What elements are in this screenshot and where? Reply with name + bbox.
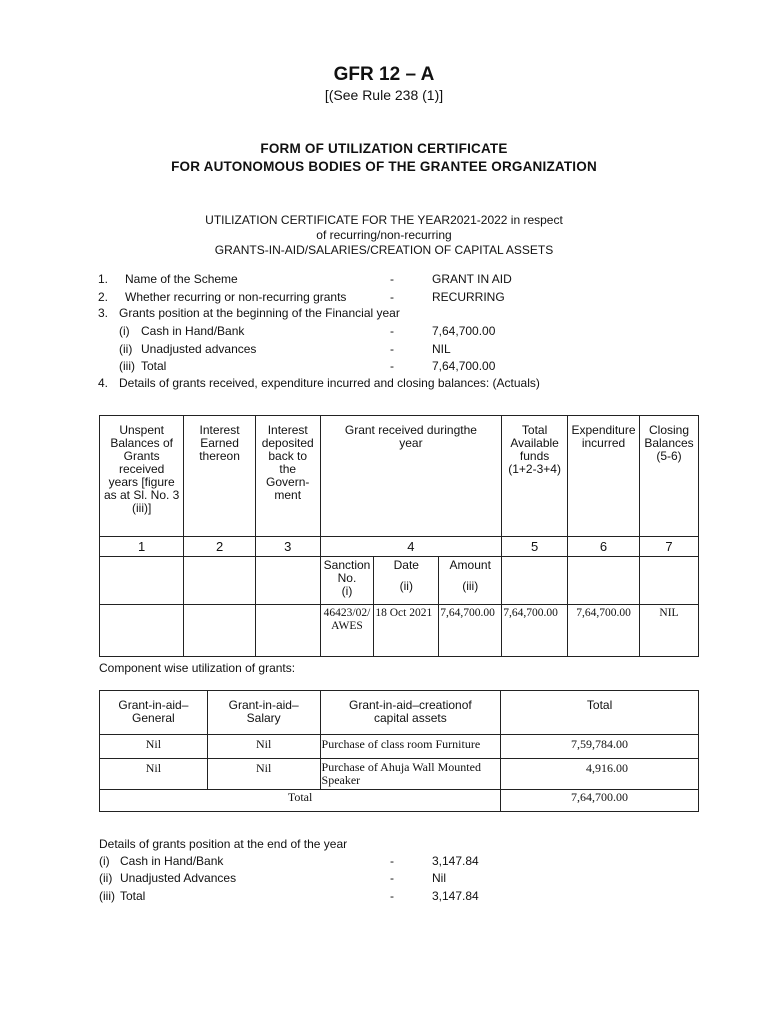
expenditure-value: 7,64,700.00 [568,605,640,657]
item3c-label: Total [141,359,167,373]
col-number-2: 2 [184,537,255,557]
uc-line3: GRANTS-IN-AID/SALARIES/CREATION OF CAPITAL ASSETS [214,243,554,257]
header-unspent-balances: Unspent Balances of Grants received years [figure as at Sl. No. 3 (iii)] [100,416,184,537]
amount-index: (iii) [462,579,479,593]
end-b-number: (ii) [99,871,113,885]
rule-reference: [(See Rule 238 (1)] [324,87,444,103]
item1-value: GRANT IN AID [432,272,512,286]
col-number-1: 1 [100,537,184,557]
total-funds-value: 7,64,700.00 [502,605,568,657]
col-number-4: 4 [320,537,502,557]
item3c-value: 7,64,700.00 [432,359,496,373]
sanction-date-value: 18 Oct 2021 [374,605,439,657]
header-grant-received: Grant received duringthe year [320,416,502,537]
row2-general: Nil [100,759,208,790]
item1-number: 1. [98,272,109,286]
empty-cell [255,605,320,657]
header-interest-earned: Interest Earned thereon [184,416,255,537]
row2-total: 4,916.00 [501,759,699,790]
item3b-value: NIL [432,342,451,356]
end-c-label: Total [120,889,146,903]
item4-number: 4. [98,376,109,390]
uc-line2: of recurring/non-recurring [316,228,452,242]
end-c-number: (iii) [99,889,115,903]
subheader-sanction-no [320,557,374,605]
form-title: GFR 12 – A [333,64,435,85]
col-number-3: 3 [255,537,320,557]
end-a-number: (i) [99,854,110,868]
item2-number: 2. [98,290,109,304]
header-interest-deposited: Interest deposited back to the Govern-ment [255,416,320,537]
end-a-label: Cash in Hand/Bank [120,854,224,868]
total-label: Total [100,790,501,812]
empty-cell [502,557,568,605]
item3a-dash: - [390,324,394,338]
sanction-label: Sanction No. [323,558,371,585]
date-label: Date [393,558,419,572]
subheader-amount [439,557,502,605]
row2-salary: Nil [207,759,320,790]
row1-capital: Purchase of class room Furniture [320,735,501,759]
item3-number: 3. [98,306,109,320]
grants-table [99,415,699,657]
row2-capital: Purchase of Ahuja Wall Mounted Speaker [320,759,501,790]
sanction-number-value: 46423/02/ AWES [320,605,374,657]
form-heading-line2: FOR AUTONOMOUS BODIES OF THE GRANTEE ORGANIZATION [171,159,597,174]
item3b-dash: - [390,342,394,356]
item3a-number: (i) [119,324,130,338]
empty-cell [100,605,184,657]
item2-value: RECURRING [432,290,505,304]
row1-general: Nil [100,735,208,759]
end-c-value: 3,147.84 [432,889,479,903]
col-number-7: 7 [640,537,699,557]
item2-label: Whether recurring or non-recurring grants [125,290,347,304]
col-number-5: 5 [502,537,568,557]
header-grant-salary: Grant-in-aid– Salary [207,691,320,735]
item3c-dash: - [390,359,394,373]
uc-line1: UTILIZATION CERTIFICATE FOR THE YEAR2021-2022 in respect [205,213,563,227]
empty-cell [184,557,255,605]
item4-label: Details of grants received, expenditure incurred and closing balances: (Actuals) [119,376,540,390]
header-total-funds: Total Available funds (1+2-3+4) [502,416,568,537]
header-grant-general: Grant-in-aid– General [100,691,208,735]
item3b-number: (ii) [119,342,133,356]
empty-cell [100,557,184,605]
end-b-dash: - [390,871,394,885]
item3a-label: Cash in Hand/Bank [141,324,245,338]
form-heading-line1: FORM OF UTILIZATION CERTIFICATE [260,141,508,156]
item3a-value: 7,64,700.00 [432,324,496,338]
empty-cell [184,605,255,657]
end-c-dash: - [390,889,394,903]
empty-cell [568,557,640,605]
header-expenditure: Expenditure incurred [568,416,640,537]
end-a-dash: - [390,854,394,868]
item1-dash: - [390,272,394,286]
item2-dash: - [390,290,394,304]
amount-value: 7,64,700.00 [439,605,502,657]
item1-label: Name of the Scheme [125,272,238,286]
closing-balance-value: NIL [640,605,699,657]
row1-salary: Nil [207,735,320,759]
item3-label: Grants position at the beginning of the Financial year [119,306,400,320]
end-a-value: 3,147.84 [432,854,479,868]
component-table [99,690,699,812]
component-wise-label: Component wise utilization of grants: [99,661,296,675]
item3c-number: (iii) [119,359,135,373]
item3b-label: Unadjusted advances [141,342,257,356]
end-b-value: Nil [432,871,446,885]
header-grant-capital: Grant-in-aid–creationof capital assets [320,691,501,735]
empty-cell [255,557,320,605]
end-b-label: Unadjusted Advances [120,871,237,885]
total-value: 7,64,700.00 [501,790,699,812]
subheader-date [374,557,439,605]
header-total: Total [501,691,699,735]
header-closing-balances: Closing Balances (5-6) [640,416,699,537]
col-number-6: 6 [568,537,640,557]
amount-label: Amount [449,558,491,572]
date-index: (ii) [399,579,413,593]
sanction-index: (i) [341,584,353,598]
end-position-heading: Details of grants position at the end of the year [99,837,348,851]
empty-cell [640,557,699,605]
row1-total: 7,59,784.00 [501,735,699,759]
